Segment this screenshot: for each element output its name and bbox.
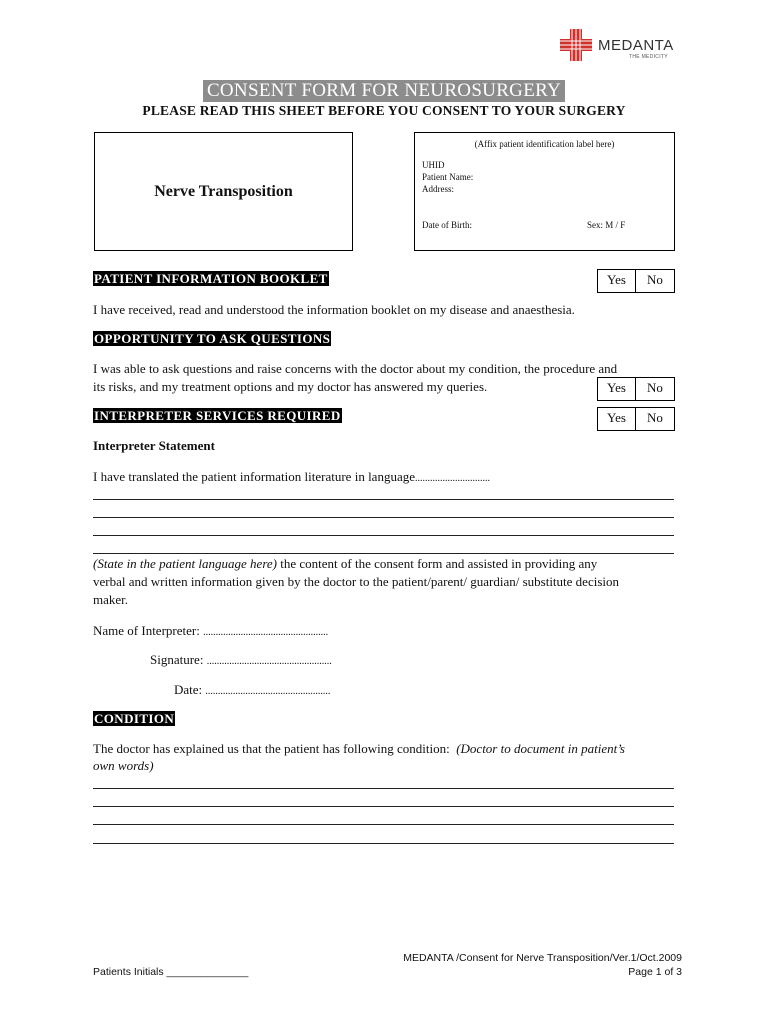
- medical-cross-icon: [558, 27, 594, 63]
- state-language-text: [93, 555, 678, 573]
- footer-doc-ref: MEDANTA /Consent for Nerve Transposition/Ver.1/Oct.2009: [403, 952, 682, 964]
- blank-line[interactable]: [93, 535, 674, 536]
- footer-page-number: Page 1 of 3: [628, 966, 682, 978]
- state-language-rest: the content of the consent form and assisted in providing any: [277, 556, 598, 571]
- yes-no-interpreter: [597, 407, 675, 431]
- language-blank[interactable]: ..............................: [415, 473, 490, 484]
- yes-box[interactable]: Yes: [597, 407, 636, 431]
- interpreter-statement-label: Interpreter Statement: [93, 438, 215, 453]
- signature-field[interactable]: ..................................................: [206, 656, 332, 667]
- yes-box[interactable]: Yes: [597, 269, 636, 293]
- section-heading-interpreter: INTERPRETER SERVICES REQUIRED: [94, 408, 341, 423]
- form-subtitle: PLEASE READ THIS SHEET BEFORE YOU CONSENT TO YOUR SURGERY: [142, 103, 626, 118]
- interpreter-name-label: Name of Interpreter:: [93, 623, 200, 638]
- footer-initials: Patients Initials ______________: [93, 966, 249, 978]
- logo-brand: MEDANTA: [598, 37, 674, 54]
- blank-line[interactable]: [93, 788, 674, 789]
- interpreter-name-field[interactable]: ..................................................: [203, 627, 329, 638]
- procedure-name: Nerve Transposition: [154, 182, 293, 200]
- procedure-box: [94, 132, 353, 251]
- no-box[interactable]: No: [636, 269, 675, 293]
- patient-name-label: Patient Name:: [422, 172, 474, 182]
- affix-instruction: (Affix patient identification label here): [474, 139, 615, 149]
- state-language-line2: verbal and written information given by the doctor to the patient/parent/ guardian/ substitute decision: [93, 574, 619, 589]
- signature-row: [150, 651, 670, 671]
- signature-label: Signature:: [150, 652, 204, 667]
- state-language-italic: (State in the patient language here): [93, 556, 277, 571]
- no-box[interactable]: No: [636, 377, 675, 401]
- interpreter-name-row: [93, 622, 678, 642]
- blank-line[interactable]: [93, 843, 674, 844]
- booklet-text: I have received, read and understood the information booklet on my disease and anaesthesia.: [93, 302, 575, 317]
- form-title: CONSENT FORM FOR NEUROSURGERY: [203, 80, 565, 102]
- title-row: [0, 80, 768, 102]
- section-heading-condition: CONDITION: [94, 711, 175, 726]
- blank-line[interactable]: [93, 824, 674, 825]
- date-field[interactable]: ..................................................: [205, 686, 331, 697]
- section-heading-booklet: PATIENT INFORMATION BOOKLET: [94, 271, 328, 286]
- questions-text-line1: I was able to ask questions and raise concerns with the doctor about my condition, the procedure and: [93, 361, 618, 376]
- condition-italic-1: (Doctor to document in patient’s: [456, 741, 625, 756]
- logo-tagline: THE MEDICITY: [629, 54, 668, 60]
- medanta-logo: [558, 27, 676, 63]
- translated-text-main: I have translated the patient information literature in language: [93, 469, 415, 484]
- address-label: Address:: [422, 184, 454, 194]
- yes-no-questions: [597, 377, 675, 401]
- blank-line[interactable]: [93, 517, 674, 518]
- condition-italic-2: own words): [93, 758, 154, 773]
- condition-text: [93, 740, 678, 758]
- blank-line[interactable]: [93, 499, 674, 500]
- blank-line[interactable]: [93, 553, 674, 554]
- condition-text-main: The doctor has explained us that the patient has following condition:: [93, 741, 450, 756]
- date-label: Date:: [174, 682, 203, 697]
- section-heading-questions: OPPORTUNITY TO ASK QUESTIONS: [94, 331, 331, 346]
- date-row: [174, 681, 674, 701]
- translated-text: [93, 468, 678, 488]
- dob-label: Date of Birth:: [422, 220, 472, 230]
- patient-label-box: [414, 132, 675, 251]
- questions-text-line2: its risks, and my treatment options and my doctor has answered my queries.: [93, 379, 488, 394]
- yes-no-booklet: [597, 269, 675, 293]
- sex-label: Sex: M / F: [587, 220, 626, 230]
- no-box[interactable]: No: [636, 407, 675, 431]
- yes-box[interactable]: Yes: [597, 377, 636, 401]
- state-language-line3: maker.: [93, 592, 129, 607]
- blank-line[interactable]: [93, 806, 674, 807]
- uhid-label: UHID: [422, 160, 445, 170]
